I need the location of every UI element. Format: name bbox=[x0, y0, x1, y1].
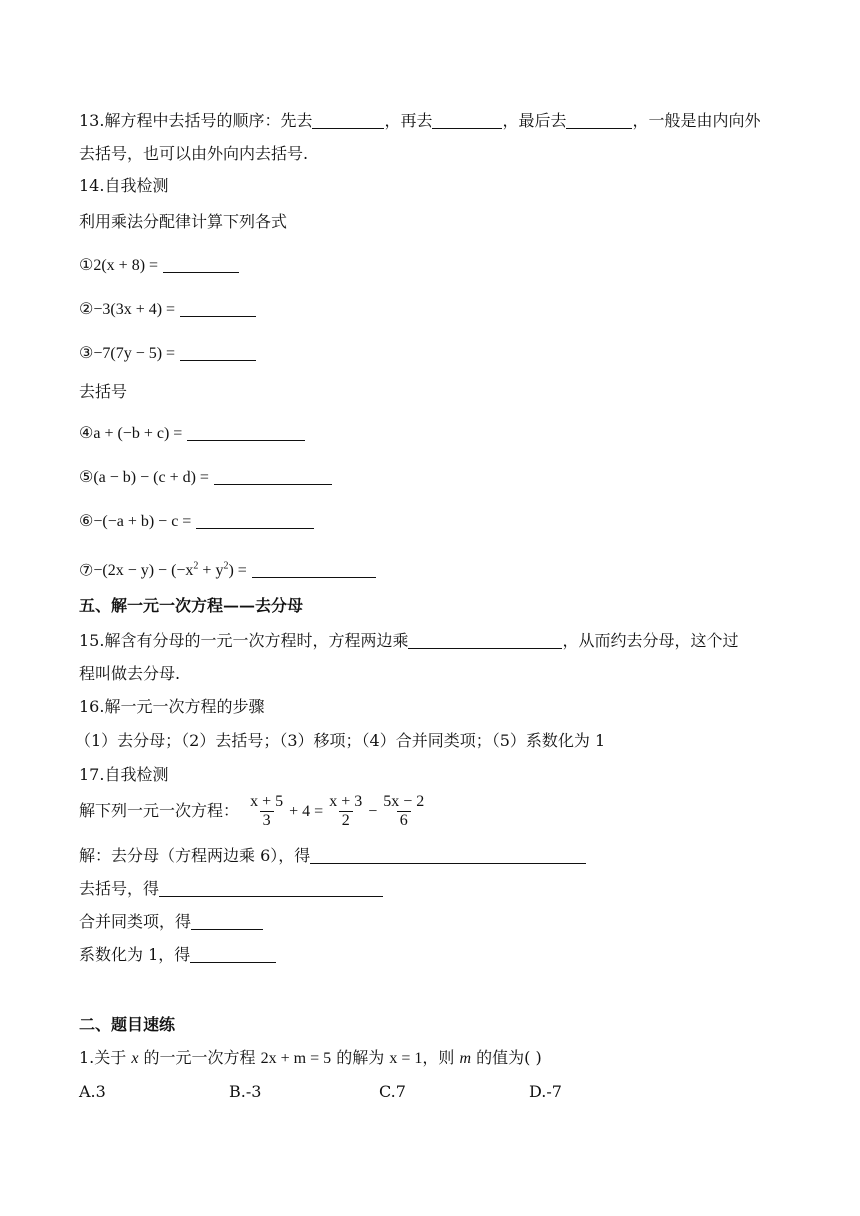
superscript: 2 bbox=[193, 561, 199, 572]
q1-var-m: m bbox=[459, 1050, 472, 1067]
fraction-denominator: 6 bbox=[397, 811, 411, 830]
q15-blank[interactable] bbox=[408, 632, 562, 649]
expression: (a − b) − (c + d) = bbox=[93, 469, 209, 486]
expression: a + (−b + c) = bbox=[93, 425, 183, 442]
answer-blank[interactable] bbox=[310, 847, 586, 864]
fraction-1 bbox=[247, 793, 286, 830]
q15-line2: 程叫做去分母. bbox=[79, 664, 181, 683]
q17-step-3 bbox=[79, 911, 263, 933]
expression: −(−a + b) − c = bbox=[93, 513, 192, 530]
q17-equation-line bbox=[79, 792, 430, 831]
expr-part-a: −(2x − y) − (−x bbox=[93, 562, 194, 580]
q1-equation: 2x + m = 5 bbox=[260, 1050, 332, 1067]
q14-subtitle-distribute: 利用乘法分配律计算下列各式 bbox=[79, 212, 288, 231]
step-text: 合并同类项，得 bbox=[79, 912, 192, 931]
fraction-numerator: 5x − 2 bbox=[383, 793, 425, 810]
q1-var-x: x bbox=[131, 1050, 139, 1067]
q14-subtitle-brackets: 去括号 bbox=[79, 382, 128, 401]
item-marker: ⑦ bbox=[79, 560, 94, 580]
expression: −3(3x + 4) = bbox=[93, 301, 176, 318]
step-text: 系数化为 1，得 bbox=[79, 945, 191, 964]
q1-solution: x = 1 bbox=[389, 1050, 423, 1067]
q1-text-b: 的一元一次方程 bbox=[138, 1048, 261, 1067]
q13-blank-3[interactable] bbox=[566, 112, 632, 129]
step-text: 去括号，得 bbox=[79, 879, 160, 898]
q13-text-d: ，一般是由内向外 bbox=[632, 111, 761, 130]
choice-d[interactable]: D.-7 bbox=[529, 1082, 562, 1101]
q17-step-2 bbox=[79, 878, 383, 900]
q13-line2: 去括号，也可以由外向内去括号. bbox=[79, 144, 309, 163]
item-marker: ④ bbox=[79, 423, 94, 442]
q14-item-7 bbox=[79, 556, 376, 582]
q13-text-b: ，再去 bbox=[384, 111, 433, 130]
item-marker: ② bbox=[79, 299, 94, 318]
q14-title: 14.自我检测 bbox=[79, 176, 169, 195]
q13-line1 bbox=[79, 110, 761, 132]
q14-item-5 bbox=[79, 466, 332, 489]
q15-text-a: 15.解含有分母的一元一次方程时，方程两边乘 bbox=[79, 631, 409, 650]
expression: 2(x + 8) = bbox=[93, 257, 159, 274]
fraction-denominator: 2 bbox=[339, 811, 353, 830]
q17-step-4 bbox=[79, 944, 276, 966]
q13-blank-1[interactable] bbox=[312, 112, 384, 129]
expression bbox=[93, 562, 246, 579]
item-marker: ⑤ bbox=[79, 467, 94, 486]
q14-item-3 bbox=[79, 342, 256, 365]
fraction-denominator: 3 bbox=[260, 811, 274, 830]
q17-step-1 bbox=[79, 845, 586, 867]
answer-blank[interactable] bbox=[187, 424, 305, 441]
answer-blank[interactable] bbox=[196, 512, 314, 529]
answer-blank[interactable] bbox=[214, 468, 332, 485]
fraction-numerator: x + 3 bbox=[329, 793, 363, 810]
expression: −7(7y − 5) = bbox=[93, 345, 176, 362]
equation-operator: + 4 = bbox=[289, 803, 324, 820]
q14-item-1 bbox=[79, 254, 239, 277]
fraction-3 bbox=[380, 793, 427, 830]
q1-text-d: ，则 bbox=[422, 1048, 460, 1067]
q1-stem bbox=[79, 1047, 542, 1070]
item-marker: ① bbox=[79, 255, 94, 274]
item-marker: ⑥ bbox=[79, 511, 94, 530]
q1-text-e: 的值为( ) bbox=[471, 1048, 542, 1067]
choice-b[interactable]: B.-3 bbox=[229, 1082, 262, 1101]
fraction-2 bbox=[326, 793, 365, 830]
q16-title: 16.解一元一次方程的步骤 bbox=[79, 697, 265, 716]
q1-text-a: 1.关于 bbox=[79, 1048, 132, 1067]
section-5-title: 五、解一元一次方程——去分母 bbox=[79, 596, 304, 615]
q17-title: 17.自我检测 bbox=[79, 765, 169, 784]
step-text: 解：去分母（方程两边乘 6），得 bbox=[79, 846, 311, 865]
q1-text-c: 的解为 bbox=[331, 1048, 390, 1067]
expr-part-b: + y bbox=[198, 562, 224, 580]
item-marker: ③ bbox=[79, 343, 94, 362]
q14-item-6 bbox=[79, 510, 314, 533]
q13-text-c: ，最后去 bbox=[502, 111, 567, 130]
answer-blank[interactable] bbox=[159, 880, 383, 897]
answer-blank[interactable] bbox=[163, 256, 239, 273]
q13-blank-2[interactable] bbox=[432, 112, 502, 129]
answer-blank[interactable] bbox=[180, 300, 256, 317]
q13-text-a: 13.解方程中去括号的顺序：先去 bbox=[79, 111, 313, 130]
choice-c[interactable]: C.7 bbox=[379, 1082, 406, 1101]
superscript: 2 bbox=[223, 561, 229, 572]
answer-blank[interactable] bbox=[180, 344, 256, 361]
answer-blank[interactable] bbox=[252, 561, 376, 578]
q14-item-4 bbox=[79, 422, 305, 445]
expr-part-c: ) = bbox=[228, 562, 247, 580]
section-2-title: 二、题目速练 bbox=[79, 1015, 176, 1034]
q14-item-2 bbox=[79, 298, 256, 321]
answer-blank[interactable] bbox=[190, 946, 276, 963]
q17-prompt: 解下列一元一次方程： bbox=[79, 801, 240, 820]
q1-choices bbox=[79, 1081, 562, 1103]
answer-blank[interactable] bbox=[191, 913, 263, 930]
q15-line1 bbox=[79, 630, 738, 652]
equation-operator: − bbox=[368, 803, 378, 820]
choice-a[interactable]: A.3 bbox=[79, 1082, 106, 1101]
fraction-numerator: x + 5 bbox=[250, 793, 284, 810]
q15-text-b: ，从而约去分母，这个过 bbox=[562, 631, 739, 650]
q16-steps: （1）去分母；（2）去括号；（3）移项；（4）合并同类项；（5）系数化为 1 bbox=[75, 731, 606, 750]
